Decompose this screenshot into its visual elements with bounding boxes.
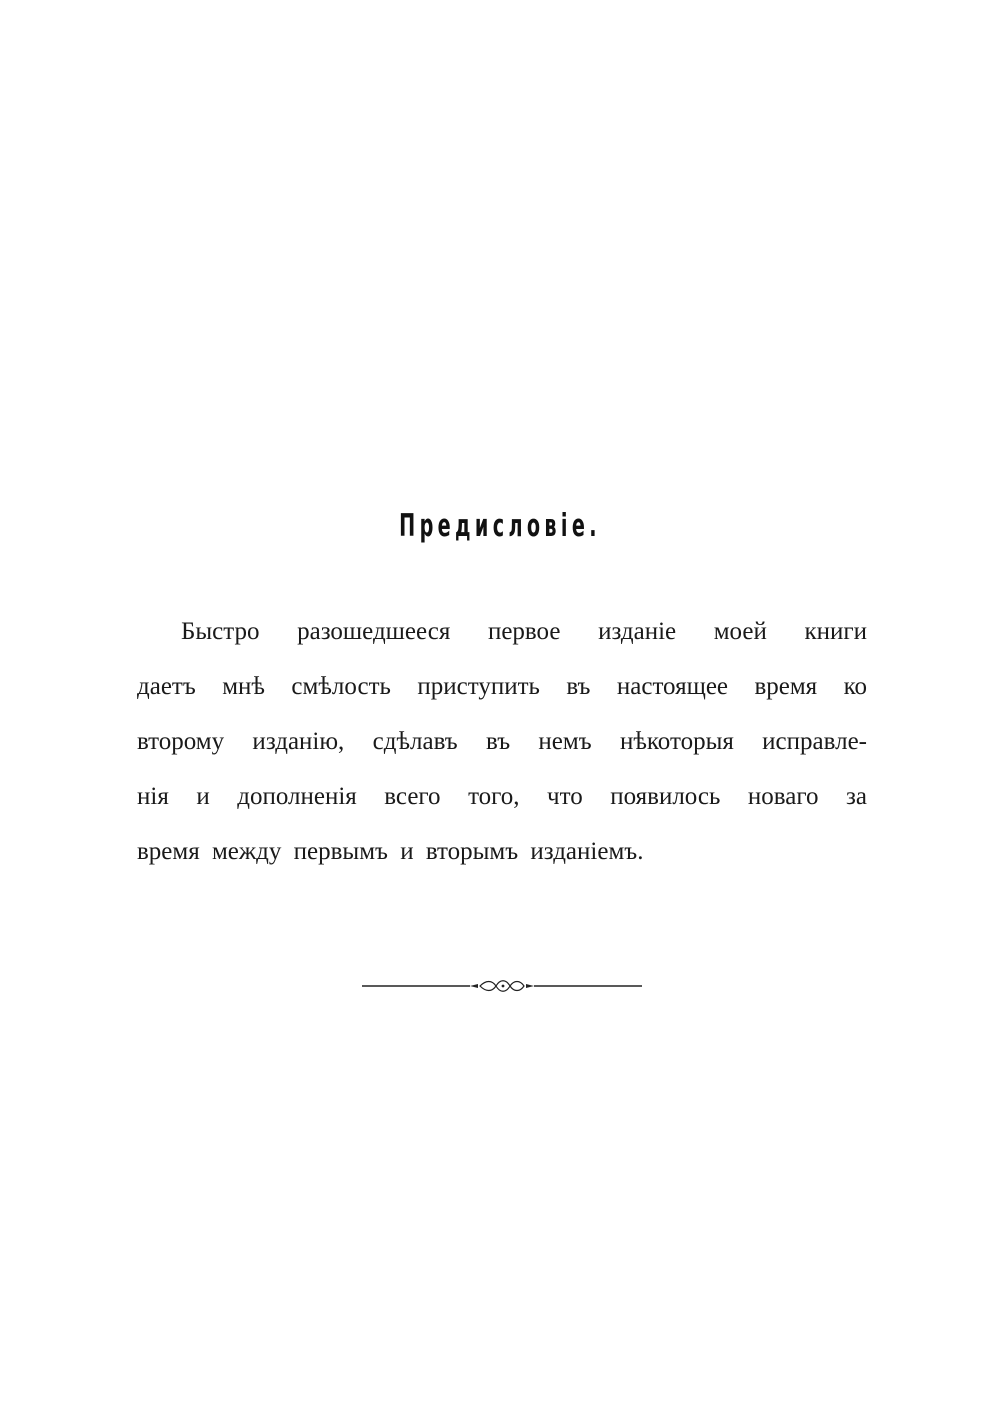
paragraph-line: время между первымъ и вторымъ изданіемъ. xyxy=(137,838,644,865)
paragraph-line: даетъ мнѣ смѣлость приступить въ настоящее время ко xyxy=(137,673,867,700)
preface-paragraph xyxy=(137,604,867,879)
page-title: Предисловіе. xyxy=(399,508,601,544)
paragraph-line: второму изданію, сдѣлавъ въ немъ нѣкоторыя исправле- xyxy=(137,728,867,755)
decorative-divider-icon xyxy=(362,976,642,996)
paragraph-line: Быстро разошедшееся первое изданіе моей книги xyxy=(181,618,867,645)
paragraph-line: нія и дополненія всего того, что появилось новаго за xyxy=(137,783,867,810)
